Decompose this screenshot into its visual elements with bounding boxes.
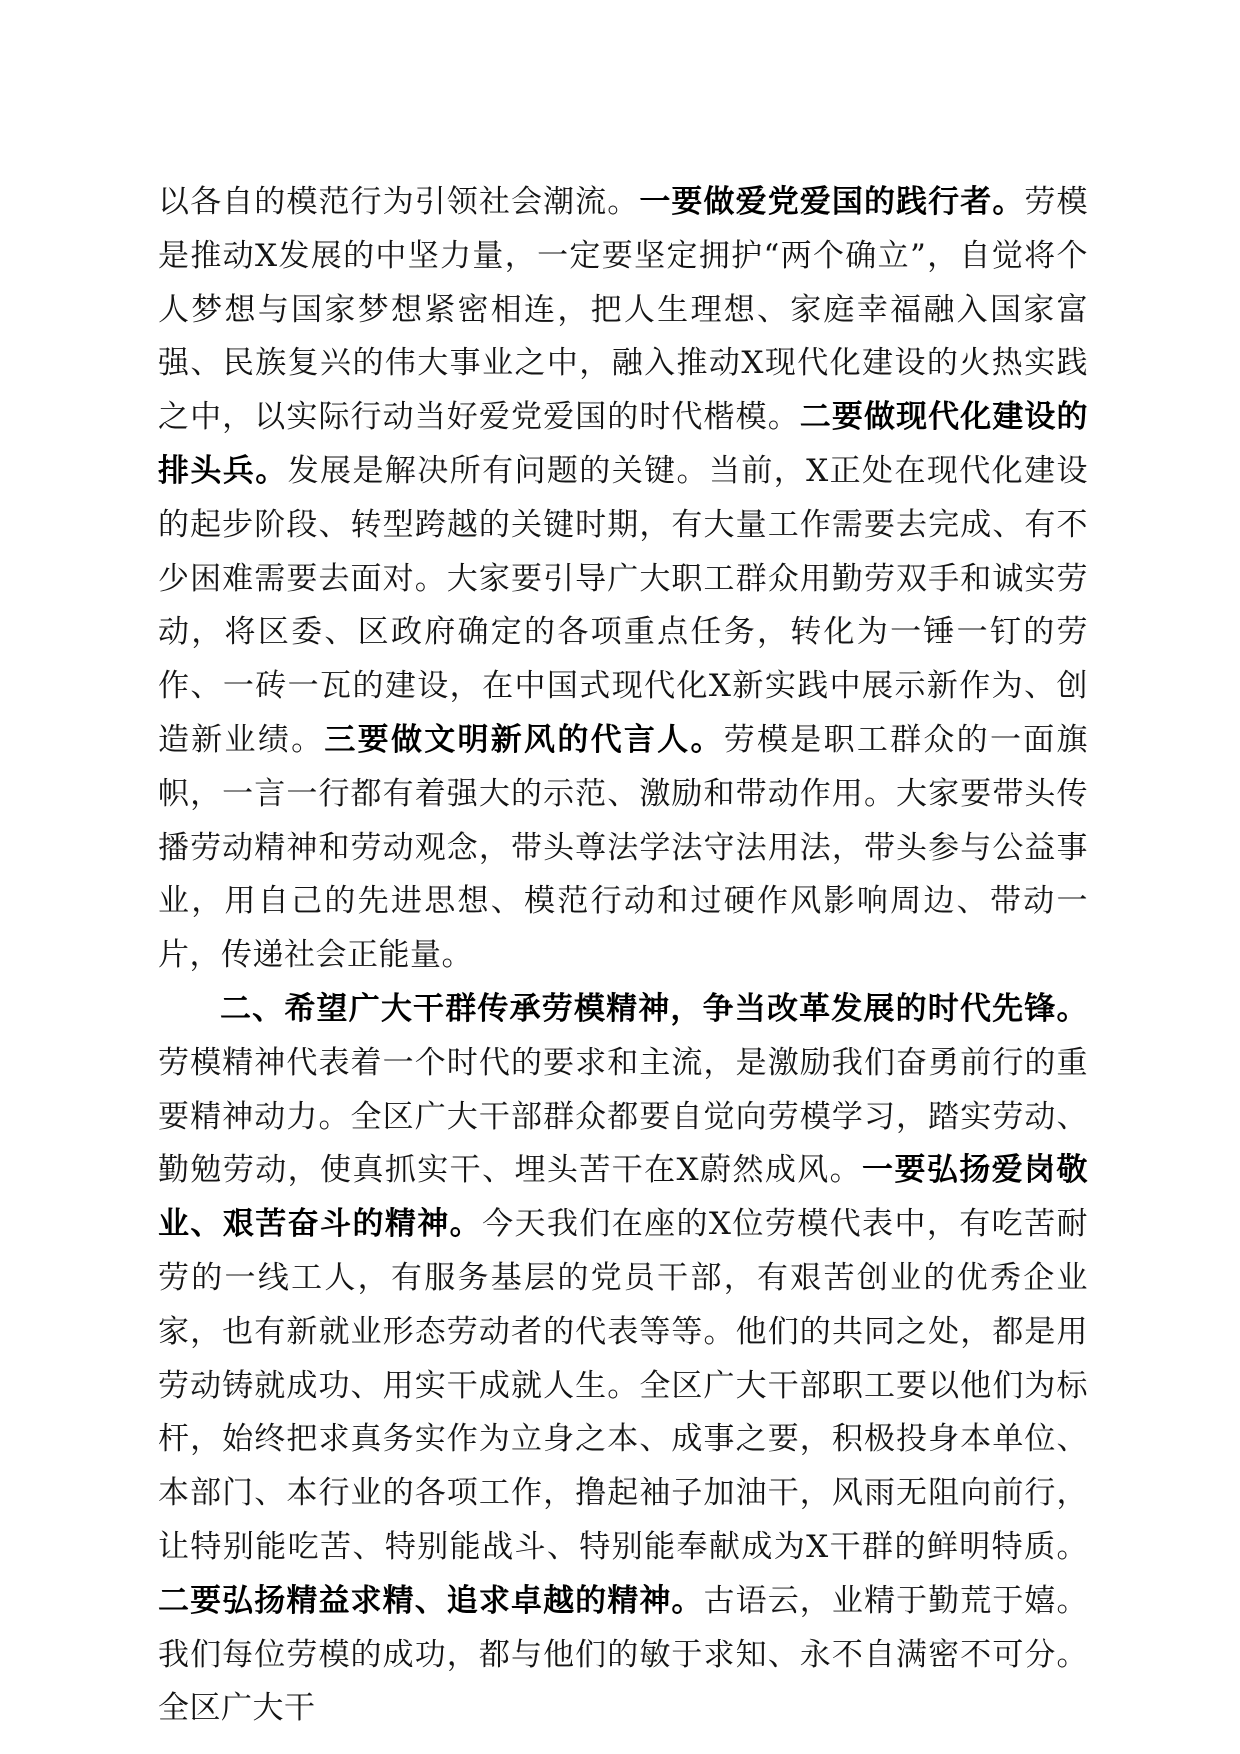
document-page [158,176,1088,1736]
bold-heading: 一要做爱党爱国的践行者。 [639,184,1025,220]
bold-heading: 三要做文明新风的代言人。 [324,721,724,758]
paragraph-text: 劳模是职工群众的一面旗帜，一言一行都有着强大的示范、激励和带动作用。大家要带头传播劳动精神和劳动观念，带头尊法学法守法用法，带头参与公益事业，用自己的先进思想、模范行动和过硬作风影响周边、带动一片，传递社会正能量。 [158,721,1089,974]
body-paragraph-2 [158,983,1088,1736]
bold-heading: 二要弘扬精益求精、追求卓越的精神。 [158,1582,704,1619]
bold-heading: 二要做现代化建设的排头兵。 [158,399,1089,489]
paragraph-text: 发展是解决所有问题的关键。当前，X正处在现代化建设的起步阶段、转型跨越的关键时期，有大量工作需要去完成、有不少困难需要去面对。大家要引导广大职工群众用勤劳双手和诚实劳动，将区委、区政府确定的各项重点任务，转化为一锤一钉的劳作、一砖一瓦的建设，在中国式现代化X新实践中展示新作为、创造新业绩。 [158,452,1088,758]
paragraph-text: 以各自的模范行为引领社会潮流。 [158,184,640,220]
paragraph-text: 劳模是推动X发展的中坚力量，一定要坚定拥护“两个确立”，自觉将个人梦想与国家梦想紧密相连，把人生理想、家庭幸福融入国家富强、民族复兴的伟大事业之中，融入推动X现代化建设的火热实践之中，以实际行动当好爱党爱国的时代楷模。 [158,184,1089,436]
paragraph-text: 劳模精神代表着一个时代的要求和主流，是激励我们奋勇前行的重要精神动力。全区广大干部群众都要自觉向劳模学习，踏实劳动、勤勉劳动，使真抓实干、埋头苦干在X蔚然成风。 [158,1044,1088,1189]
bold-heading: 一要弘扬爱岗敬业、艰苦奋斗的精神。 [158,1152,1088,1243]
paragraph-text: 今天我们在座的X位劳模代表中，有吃苦耐劳的一线工人，有服务基层的党员干部，有艰苦创业的优秀企业家，也有新就业形态劳动者的代表等等。他们的共同之处，都是用劳动铸就成功、用实干成就人生。全区广大干部职工要以他们为标杆，始终把求真务实作为立身之本、成事之要，积极投身本单位、本部门、本行业的各项工作，撸起袖子加油干，风雨无阻向前行，让特别能吃苦、特别能战斗、特别能奉献成为X干群的鲜明特质。 [158,1206,1088,1565]
paragraph-text: 古语云，业精于勤荒于嬉。我们每位劳模的成功，都与他们的敏于求知、永不自满密不可分。全区广大干 [158,1582,1089,1727]
section-heading: 二、希望广大干群传承劳模精神，争当改革发展的时代先锋。 [220,990,1088,1027]
body-paragraph-1 [158,176,1088,983]
